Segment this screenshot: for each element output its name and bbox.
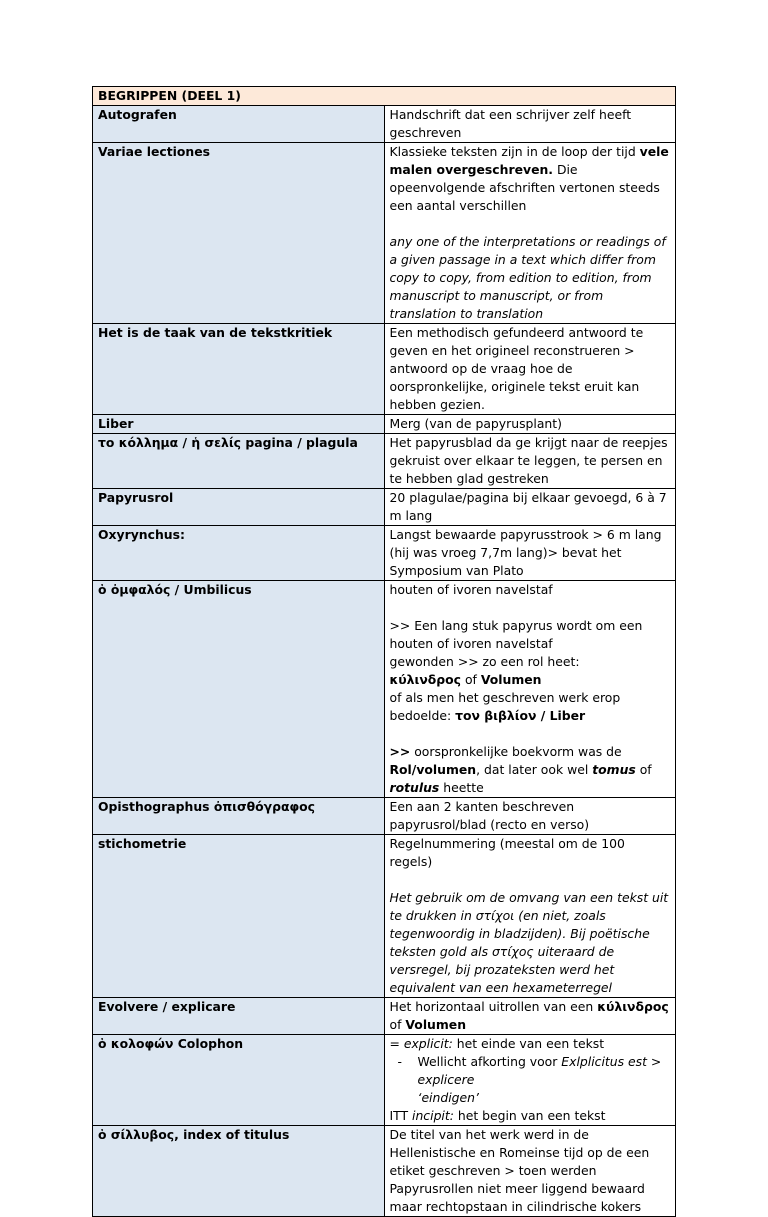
definition-text: Klassieke teksten zijn in de loop der tijd	[389, 144, 640, 159]
term-cell: Opisthographus ὀπισθόγραφος	[93, 798, 385, 835]
table-row	[93, 526, 676, 581]
table-row	[93, 798, 676, 835]
term-cell: ὁ ὀμφαλός / Umbilicus	[93, 581, 385, 798]
latin-term: rotulus	[389, 780, 440, 795]
definition-cell	[384, 581, 676, 798]
definition-text: Het horizontaal uitrollen van een	[389, 999, 598, 1014]
spacer	[390, 725, 671, 743]
latin-term: incipit:	[412, 1108, 454, 1123]
definition-line: ‘eindigen’	[417, 1090, 479, 1105]
definition-cell: 20 plagulae/pagina bij elkaar gevoegd, 6 à 7 m lang	[384, 489, 676, 526]
table-title: BEGRIPPEN (DEEL 1)	[93, 87, 676, 106]
definition-line: houten of ivoren navelstaf	[389, 582, 553, 597]
definition-italic: Het gebruik om de omvang van een tekst uit te drukken in στίχοι (en niet, zoals tegenwoordig in bladzijden). Bij poëtische teksten gold als στίχος uiteraard de versregel, bij prozateksten werd het equivalent van een hexameterregel	[389, 890, 669, 995]
term-cell: Het is de taak van de tekstkritiek	[93, 324, 385, 415]
definition-line	[390, 743, 671, 797]
greek-term: τον βιβλίον / Liber	[455, 708, 586, 723]
table-row	[93, 434, 676, 489]
definition-english: any one of the interpretations or readings of a given passage in a text which differ from copy to copy, from edition to edition, from manuscript to manuscript, or from translation to translation	[389, 234, 666, 321]
term-cell: Autografen	[93, 106, 385, 143]
term-cell: Evolvere / explicare	[93, 998, 385, 1035]
dash-bullet: -	[397, 1054, 402, 1069]
table-row	[93, 143, 676, 324]
table-row	[93, 324, 676, 415]
latin-term: Volumen	[480, 672, 542, 687]
term-cell: το κόλλημα / ἡ σελίς pagina / plagula	[93, 434, 385, 489]
term-cell: Oxyrynchus:	[93, 526, 385, 581]
definition-cell: Een methodisch gefundeerd antwoord te geven en het origineel reconstrueren > antwoord op de vraag hoe de oorspronkelijke, originele tekst eruit kan hebben gezien.	[384, 324, 676, 415]
table-row	[93, 489, 676, 526]
term-cell: Variae lectiones	[93, 143, 385, 324]
greek-term: κύλινδρος	[389, 672, 462, 687]
definition-cell: Merg (van de papyrusplant)	[384, 415, 676, 434]
table-row	[93, 998, 676, 1035]
definition-text: oorspronkelijke boekvorm was de	[410, 744, 622, 759]
definition-cell: Het papyrusblad da ge krijgt naar de reepjes gekruist over elkaar te leggen, te persen en te hebben glad gestreken	[384, 434, 676, 489]
latin-term: Rol/volumen	[389, 762, 477, 777]
table-row	[93, 1035, 676, 1126]
term-cell: stichometrie	[93, 835, 385, 998]
term-cell: ὁ σίλλυβος, index of titulus	[93, 1126, 385, 1217]
definition-paragraph	[390, 143, 671, 215]
spacer	[390, 215, 671, 233]
definition-cell	[384, 835, 676, 998]
definition-cell: Handschrift dat een schrijver zelf heeft geschreven	[384, 106, 676, 143]
bullet-item	[390, 1053, 671, 1089]
table-header-row	[93, 87, 676, 106]
latin-term: Volumen	[405, 1017, 467, 1032]
definition-bold-text: vele malen overgeschreven.	[389, 144, 669, 177]
latin-term: tomus	[592, 762, 636, 777]
definition-text: Die opeenvolgende afschriften vertonen steeds een aantal verschillen	[389, 162, 660, 213]
arrow-marker: >>	[389, 744, 411, 759]
definition-text: Wellicht afkorting voor	[417, 1054, 562, 1069]
term-cell: ὁ κολοφών Colophon	[93, 1035, 385, 1126]
begrippen-table	[92, 86, 676, 1217]
spacer	[390, 599, 671, 617]
greek-term: κύλινδρος	[597, 999, 669, 1014]
definition-text: of	[389, 1017, 406, 1032]
definition-line: gewonden >> zo een rol heet:	[389, 654, 580, 669]
definition-text: =	[389, 1036, 404, 1051]
table-row	[93, 415, 676, 434]
spacer	[390, 871, 671, 889]
definition-text: ITT	[389, 1108, 413, 1123]
definition-line	[390, 1107, 671, 1125]
table-row	[93, 106, 676, 143]
definition-text: het begin van een tekst	[453, 1108, 606, 1123]
definition-text: of	[635, 762, 652, 777]
table-row	[93, 581, 676, 798]
definition-line	[390, 671, 671, 689]
definition-line	[390, 689, 671, 725]
definition-text: of als men het geschreven werk erop bedoelde:	[389, 690, 621, 723]
latin-term: explicit:	[403, 1036, 453, 1051]
definition-line: >> Een lang stuk papyrus wordt om een houten of ivoren navelstaf	[389, 618, 643, 651]
definition-text: , dat later ook wel	[476, 762, 593, 777]
definition-text: het einde van een tekst	[452, 1036, 605, 1051]
definition-cell	[384, 998, 676, 1035]
definition-cell: Langst bewaarde papyrusstrook > 6 m lang (hij was vroeg 7,7m lang)> bevat het Symposium van Plato	[384, 526, 676, 581]
term-cell: Papyrusrol	[93, 489, 385, 526]
latin-term: Exlplicitus est > explicere	[417, 1054, 662, 1087]
definition-cell	[384, 1035, 676, 1126]
definition-cell: De titel van het werk werd in de Hellenistische en Romeinse tijd op de een etiket geschreven > toen werden Papyrusrollen niet meer liggend bewaard maar rechtopstaan in cilindrische kokers	[384, 1126, 676, 1217]
definition-line	[390, 1035, 671, 1053]
table-row	[93, 835, 676, 998]
definition-cell	[384, 143, 676, 324]
definition-line: Regelnummering (meestal om de 100 regels)	[389, 836, 625, 869]
definition-cell: Een aan 2 kanten beschreven papyrusrol/blad (recto en verso)	[384, 798, 676, 835]
table-row	[93, 1126, 676, 1217]
definition-text: heette	[439, 780, 484, 795]
definition-text: of	[461, 672, 481, 687]
term-cell: Liber	[93, 415, 385, 434]
